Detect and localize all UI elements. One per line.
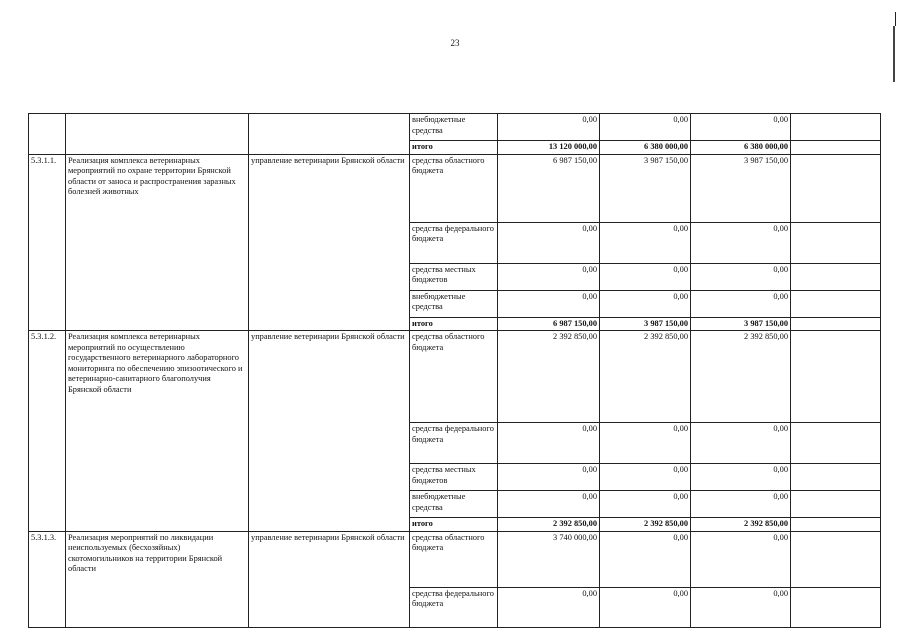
value-cell: 0,00 (691, 263, 791, 290)
value-cell: 0,00 (600, 263, 691, 290)
value-cell: 0,00 (691, 491, 791, 518)
empty-cell (791, 587, 881, 627)
table-row (29, 331, 881, 423)
value-cell: 0,00 (600, 491, 691, 518)
value-cell: 6 380 000,00 (691, 141, 791, 155)
empty-cell (791, 423, 881, 464)
value-cell: 0,00 (691, 222, 791, 263)
value-cell: 2 392 850,00 (691, 518, 791, 532)
source-cell: средства областного бюджета (410, 531, 498, 587)
value-cell: 2 392 850,00 (498, 331, 600, 423)
value-cell: 3 740 000,00 (498, 531, 600, 587)
table-row (29, 154, 881, 222)
empty-cell (791, 331, 881, 423)
value-cell: 0,00 (498, 423, 600, 464)
executor-cell: управление ветеринарии Брянской области (249, 154, 410, 331)
empty-cell (791, 222, 881, 263)
value-cell: 0,00 (691, 587, 791, 627)
value-cell: 0,00 (498, 587, 600, 627)
empty-cell (791, 141, 881, 155)
value-cell: 3 987 150,00 (600, 317, 691, 331)
empty-cell (791, 154, 881, 222)
code-cell: 5.3.1.1. (29, 154, 66, 331)
source-cell: итого (410, 317, 498, 331)
value-cell: 6 987 150,00 (498, 154, 600, 222)
value-cell: 0,00 (498, 290, 600, 317)
value-cell: 0,00 (600, 587, 691, 627)
source-cell: итого (410, 141, 498, 155)
source-cell: средства областного бюджета (410, 331, 498, 423)
page-number: 23 (450, 38, 460, 48)
scan-edge-shadow (893, 26, 895, 82)
empty-cell (791, 518, 881, 532)
value-cell: 0,00 (691, 290, 791, 317)
scan-edge-mark (895, 12, 896, 26)
value-cell: 0,00 (498, 491, 600, 518)
value-cell: 0,00 (600, 114, 691, 141)
table-row (29, 531, 881, 587)
value-cell: 0,00 (600, 222, 691, 263)
value-cell: 2 392 850,00 (691, 331, 791, 423)
empty-cell (791, 114, 881, 141)
value-cell: 0,00 (600, 423, 691, 464)
table-row (29, 114, 881, 141)
empty-cell (791, 464, 881, 491)
value-cell: 6 380 000,00 (600, 141, 691, 155)
source-cell: внебюджетные средства (410, 491, 498, 518)
value-cell: 0,00 (600, 531, 691, 587)
source-cell: внебюджетные средства (410, 114, 498, 141)
budget-table (28, 113, 881, 628)
value-cell: 2 392 850,00 (600, 331, 691, 423)
empty-cell (791, 290, 881, 317)
value-cell: 13 120 000,00 (498, 141, 600, 155)
value-cell: 0,00 (498, 464, 600, 491)
source-cell: средства местных бюджетов (410, 263, 498, 290)
executor-cell: управление ветеринарии Брянской области (249, 531, 410, 627)
name-cell: Реализация комплекса ветеринарных мероприятий по охране территории Брянской области от заноса и распространения заразных болезней животных (66, 154, 249, 331)
executor-cell: управление ветеринарии Брянской области (249, 331, 410, 532)
code-cell: 5.3.1.3. (29, 531, 66, 627)
value-cell: 0,00 (600, 464, 691, 491)
value-cell: 0,00 (498, 263, 600, 290)
value-cell: 0,00 (691, 114, 791, 141)
value-cell: 0,00 (498, 114, 600, 141)
empty-cell (791, 491, 881, 518)
value-cell: 3 987 150,00 (600, 154, 691, 222)
empty-cell (791, 263, 881, 290)
code-cell (29, 114, 66, 155)
name-cell: Реализация комплекса ветеринарных мероприятий по осуществлению государственного ветеринарного лабораторного мониторинга по обеспечению эпизоотического и ветеринарно-санитарного благополучия Брянской области (66, 331, 249, 532)
source-cell: средства областного бюджета (410, 154, 498, 222)
source-cell: средства федерального бюджета (410, 587, 498, 627)
value-cell: 0,00 (498, 222, 600, 263)
empty-cell (791, 317, 881, 331)
code-cell: 5.3.1.2. (29, 331, 66, 532)
value-cell: 0,00 (691, 464, 791, 491)
value-cell: 2 392 850,00 (600, 518, 691, 532)
value-cell: 6 987 150,00 (498, 317, 600, 331)
value-cell: 0,00 (691, 531, 791, 587)
source-cell: средства федерального бюджета (410, 222, 498, 263)
value-cell: 3 987 150,00 (691, 317, 791, 331)
source-cell: средства местных бюджетов (410, 464, 498, 491)
name-cell: Реализация мероприятий по ликвидации неиспользуемых (бесхозяйных) скотомогильников на территории Брянской области (66, 531, 249, 627)
name-cell (66, 114, 249, 155)
executor-cell (249, 114, 410, 155)
value-cell: 3 987 150,00 (691, 154, 791, 222)
value-cell: 2 392 850,00 (498, 518, 600, 532)
value-cell: 0,00 (691, 423, 791, 464)
empty-cell (791, 531, 881, 587)
source-cell: итого (410, 518, 498, 532)
value-cell: 0,00 (600, 290, 691, 317)
source-cell: внебюджетные средства (410, 290, 498, 317)
source-cell: средства федерального бюджета (410, 423, 498, 464)
